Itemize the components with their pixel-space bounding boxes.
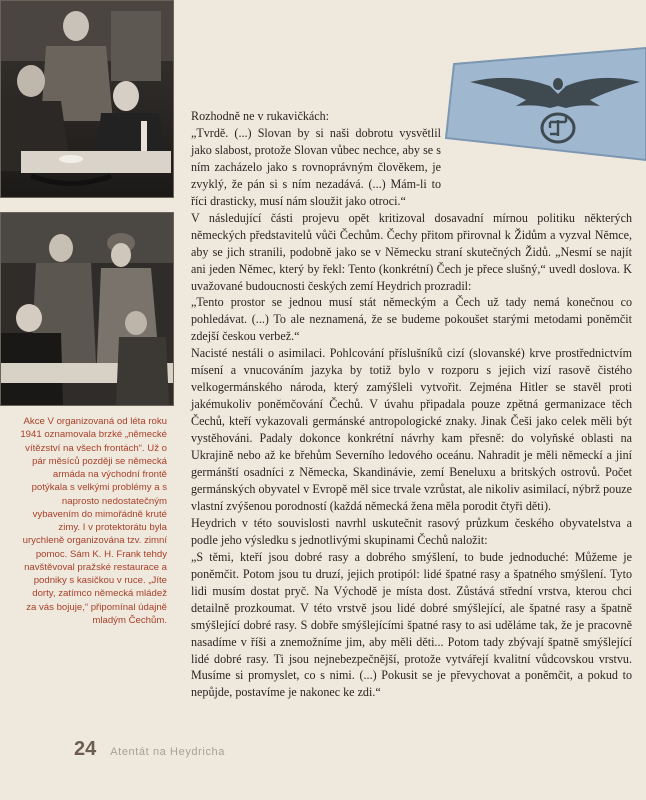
photo-caption [20, 415, 167, 627]
article-body [191, 108, 632, 701]
quote-paragraph: „Tento prostor se jednou musí stát německým a Čech už tady nemá konečnou co pohledávat. (...) To ale neznamená, že se budeme pokoušet starými metodami poněmčit zdejší českou verbež.“ [191, 295, 632, 344]
page-footer [74, 738, 225, 761]
section-heading: Rozhodně ne v rukavičkách: [191, 109, 330, 123]
body-paragraph: V následující části projevu opět kritizoval dosavadní mírnou politiku některých německých představitelů vůči Čechům. Čechy přitom přirovnal k Židům a vyzval Němce, aby se jich stranili, podobně jako se v Německu straní skutečných Židů. „Nesmí se najít ani jeden Němec, který by řekl: Tento (konkrétní) Čech je přece slušný,“ uvedl doslova. K uvažované budoucnosti českých zemí Heydrich prozradil: [191, 210, 632, 293]
caption-text: Akce V organizovaná od léta roku 1941 oznamovala brzké „německé vítězství na všech frontách“. Už o pár měsíců později se německá armáda na východní frontě potýkala s velkými problémy a s naprosto nedostatečným vybavením do mimořádně kruté zimy. I v protektorátu byla urychleně organizována tzv. zimní pomoc. Sám K. H. Frank tehdy navštěvoval pražské restaurace a podniky s kasičkou v ruce. „Jíte dorty, zatímco německá mládež za vás bojuje,“ připomínal údajně mladým Čechům. [20, 416, 167, 626]
body-paragraph: Heydrich v této souvislosti navrhl uskutečnit rasový průzkum českého obyvatelstva a podle jeho výsledku s jednotlivými skupinami Čechů naložit: [191, 515, 632, 547]
body-paragraph: Nacisté nestáli o asimilaci. Pohlcování příslušníků cizí (slovanské) krve prostřednictvím mísení a vnucováním jazyka by totiž bylo v rozporu s jejich vizí rasově čistého velkogermánského národa, který zamýšleli vytvořit. Zejména Hitler se stavěl proti jakémukoliv poněmčování Čechů. V úvahu připadala pouze zpětná germanizace těch Čechů, kteří vykazovali germánské antropologické znaky. Jinak Češi jako celek měli být vystěhováni. Padaly dokonce konkrétní návrhy kam přesně: do volyňské oblasti na Ukrajině nebo až ke břehům Severního ledového oceánu. Nahradit je měli německí a jiní germánští osadníci z Německa, Skandinávie, zemí Beneluxu a britských ostrovů. Počet germánských obyvatel v Evropě měl sice trvale vzrůstat, ale nikoliv asimilací, nýbrž pouze vlastní zvýšenou porodností (každá německá žena měla porodit čtyři děti). [191, 346, 632, 513]
photo-officers-at-table [0, 0, 174, 198]
photo-officers-illustration [1, 1, 173, 197]
quote-paragraph: „Tvrdě. (...) Slovan by si naši dobrotu vysvětlil jako slabost, protože Slovan vůbec nechce, aby se s ním zacházelo jako s rovnoprávným člověkem, je zvyklý, že pán si s ním nezadává. (...) Mám-li to říci drasticky, musí nám sloužit jako otroci.“ [191, 125, 441, 208]
photo-restaurant-illustration [1, 213, 173, 405]
quote-paragraph: „S těmi, kteří jsou dobré rasy a dobrého smýšlení, to bude jednoduché: Můžeme je poněmčit. Potom jsou tu druzí, jejich protipól: lidé špatné rasy a špatného smýšlení. Tyto lidi musím dostat pryč. Na Východě je místa dost. Zůstává střední vrstva, kterou chci detailně prozkoumat. V této vrstvě jsou lidé dobré smýšlející, ale špatné rasy a špatně smýšlející dobré rasy. S dobře smýšlejícími špatné rasy to asi uděláme tak, že je pracovně nasadíme v říši a znemožníme jim, aby měli děti... Potom tady zbývají špatně smýšlející lidé dobré rasy. Ti jsou nejnebezpečnější, protože vytvářejí kvalitní vůdcovskou vrstvu. Musíme si promyslet, co s nimi. (...) Pokusit se je převychovat a poněmčit, a pokud to nepůjde, postavíme je nakonec ke zdi.“ [191, 549, 632, 700]
page-number: 24 [74, 738, 97, 760]
running-title: Atentát na Heydricha [110, 746, 225, 758]
photo-restaurant-scene [0, 212, 174, 406]
